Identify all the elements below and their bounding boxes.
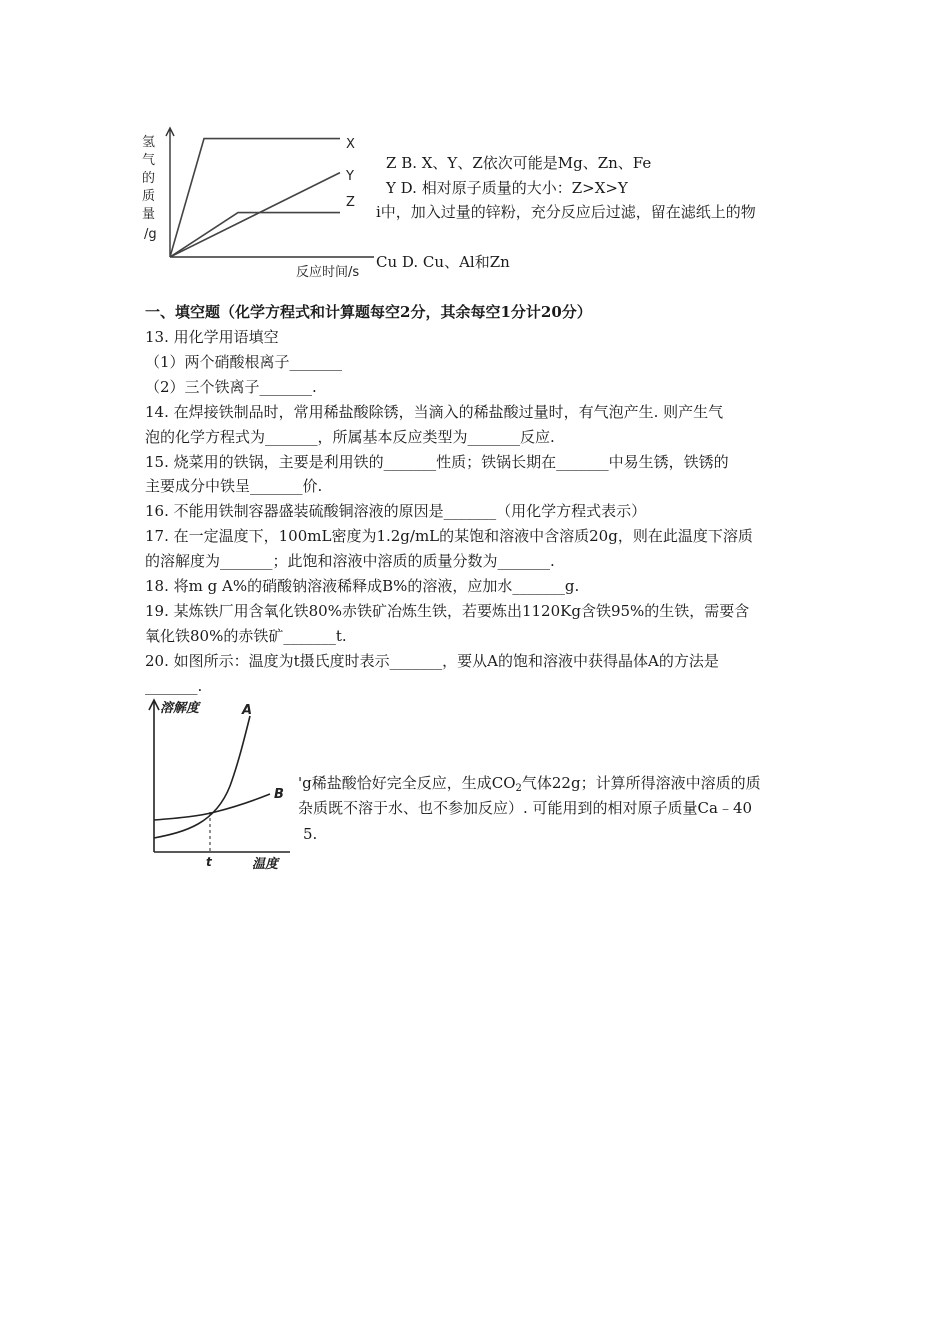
question-line: （2）三个铁离子_______. [145, 378, 317, 396]
curve-b [154, 794, 270, 820]
curve-a [154, 716, 250, 838]
side-text-4: Cu D. Cu、Al和Zn [376, 253, 510, 271]
section-heading: 一、填空题（化学方程式和计算题每空2分，其余每空1分计20分） [145, 303, 592, 321]
question-line: 16. 不能用铁制容器盛装硫酸铜溶液的原因是_______（用化学方程式表示） [145, 502, 647, 520]
curve-a-label: A [242, 703, 253, 718]
question-line: 泡的化学方程式为_______，所属基本反应类型为_______反应. [145, 428, 555, 446]
question-line: 19. 某炼铁厂用含氧化铁80%赤铁矿冶炼生铁，若要炼出1120Kg含铁95%的生铁，需要含 [145, 602, 750, 620]
solubility-x-label: 温度 [252, 857, 279, 872]
question-line: 18. 将m g A%的硝酸钠溶液稀释成B%的溶液，应加水_______g. [145, 577, 580, 595]
question-line: 13. 用化学用语填空 [145, 328, 279, 346]
hydrogen-y-char: 氢 [142, 135, 156, 150]
hydrogen-y-char: 的 [142, 171, 156, 186]
question-line: 的溶解度为_______；此饱和溶液中溶质的质量分数为_______. [145, 552, 555, 570]
question-line: 17. 在一定温度下，100mL密度为1.2g/mL的某饱和溶液中含溶质20g，则在此温度下溶质 [145, 527, 753, 545]
side2-line-1: 'g稀盐酸恰好完全反应，生成$CO_2$气体22g；计算所得溶液中溶质的质 [298, 774, 761, 794]
series-line-y [170, 173, 340, 257]
hydrogen-y-char: /g [144, 227, 157, 242]
question-line: 15. 烧菜用的铁锅，主要是利用铁的_______性质；铁锅长期在_______中易生锈，铁锈的 [145, 453, 729, 471]
hydrogen-y-char: 量 [142, 207, 156, 222]
side2-line-3: 5. [303, 825, 318, 843]
hydrogen-x-label: 反应时间/s [296, 265, 360, 280]
curve-b-label: B [274, 787, 284, 802]
series-z-label: Z [346, 195, 355, 210]
hydrogen-mass-chart [138, 124, 378, 284]
question-line: 14. 在焊接铁制品时，常用稀盐酸除锈，当滴入的稀盐酸过量时，有气泡产生. 则产生气 [145, 403, 724, 421]
side-text-1: Z B. X、Y、Z依次可能是Mg、Zn、Fe [386, 154, 652, 172]
side-text-2: Y D. 相对原子质量的大小：Z>X>Y [386, 179, 628, 197]
series-y-label: Y [346, 169, 354, 184]
side2-line-2: 杂质既不溶于水、也不参加反应）. 可能用到的相对原子质量Ca﹣40 [298, 799, 753, 817]
solubility-chart [140, 694, 300, 874]
series-x-label: X [346, 137, 355, 152]
question-line: 主要成分中铁呈_______价. [145, 477, 323, 495]
t-label: t [206, 855, 212, 869]
question-line: 氧化铁80%的赤铁矿_______t. [145, 627, 347, 645]
question-line: 20. 如图所示：温度为t摄氏度时表示_______，要从A的饱和溶液中获得晶体A的方法是 [145, 652, 719, 670]
series-line-z [170, 213, 340, 257]
hydrogen-y-char: 质 [142, 189, 156, 204]
question-line: （1）两个硝酸根离子_______ [145, 353, 343, 371]
solubility-y-label: 溶解度 [160, 701, 200, 716]
series-line-x [170, 139, 340, 257]
side-text-3: i中，加入过量的锌粉，充分反应后过滤，留在滤纸上的物 [376, 203, 756, 221]
hydrogen-y-char: 气 [142, 153, 156, 168]
question-line: _______. [145, 677, 203, 695]
